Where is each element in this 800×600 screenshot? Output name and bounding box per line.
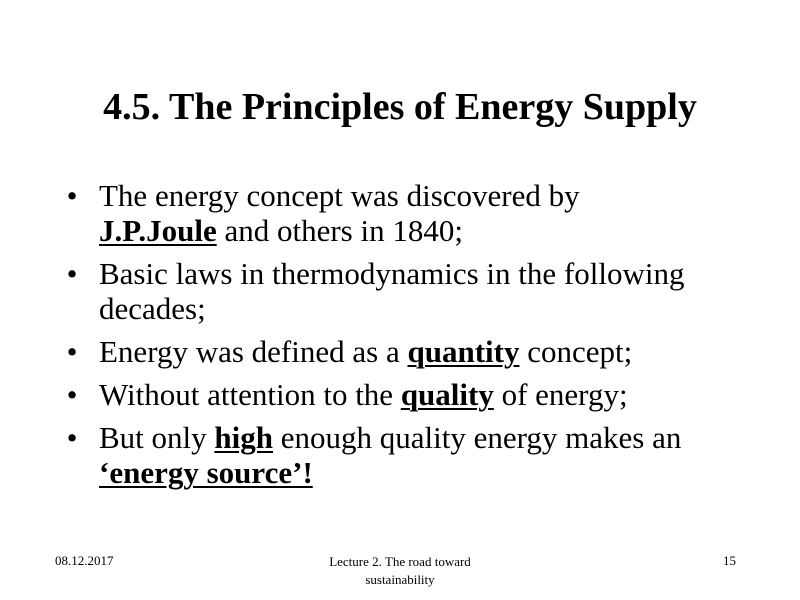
bullet-item-thermodynamics xyxy=(62,256,762,326)
bullet-item-quantity xyxy=(62,334,762,369)
bullet-text-mid: enough quality energy makes an xyxy=(273,420,682,455)
bullet-item-joule xyxy=(62,178,762,248)
bullet-text-end: concept; xyxy=(519,334,633,369)
footer-date: 08.12.2017 xyxy=(55,553,114,568)
emphasis-quantity: quantity xyxy=(407,334,520,369)
bullet-list xyxy=(62,178,762,498)
bullet-text: Basic laws in thermodynamics in the following decades; xyxy=(99,256,685,326)
bullet-text-end: of energy; xyxy=(493,377,628,412)
bullet-icon: • xyxy=(66,256,78,291)
bullet-item-energy-source xyxy=(62,420,762,490)
bullet-icon: • xyxy=(66,334,78,369)
footer-lecture-title: Lecture 2. The road toward sustainability xyxy=(329,554,471,587)
bullet-text-end: and others in 1840; xyxy=(216,213,463,248)
emphasis-joule: J.P.Joule xyxy=(99,213,217,248)
bullet-text: Energy was defined as a xyxy=(99,334,408,369)
bullet-item-quality xyxy=(62,377,762,412)
footer-page-number: 15 xyxy=(723,553,736,568)
bullet-text: The energy concept was discovered by xyxy=(99,178,580,213)
bullet-icon: • xyxy=(66,377,78,412)
emphasis-quality: quality xyxy=(400,377,494,412)
slide-title: 4.5. The Principles of Energy Supply xyxy=(103,86,697,128)
bullet-icon: • xyxy=(66,420,78,455)
emphasis-high: high xyxy=(214,420,274,455)
bullet-icon: • xyxy=(66,178,78,213)
bullet-text: Without attention to the xyxy=(99,377,401,412)
bullet-text: But only xyxy=(99,420,215,455)
emphasis-energy-source: ‘energy source’! xyxy=(99,455,313,490)
